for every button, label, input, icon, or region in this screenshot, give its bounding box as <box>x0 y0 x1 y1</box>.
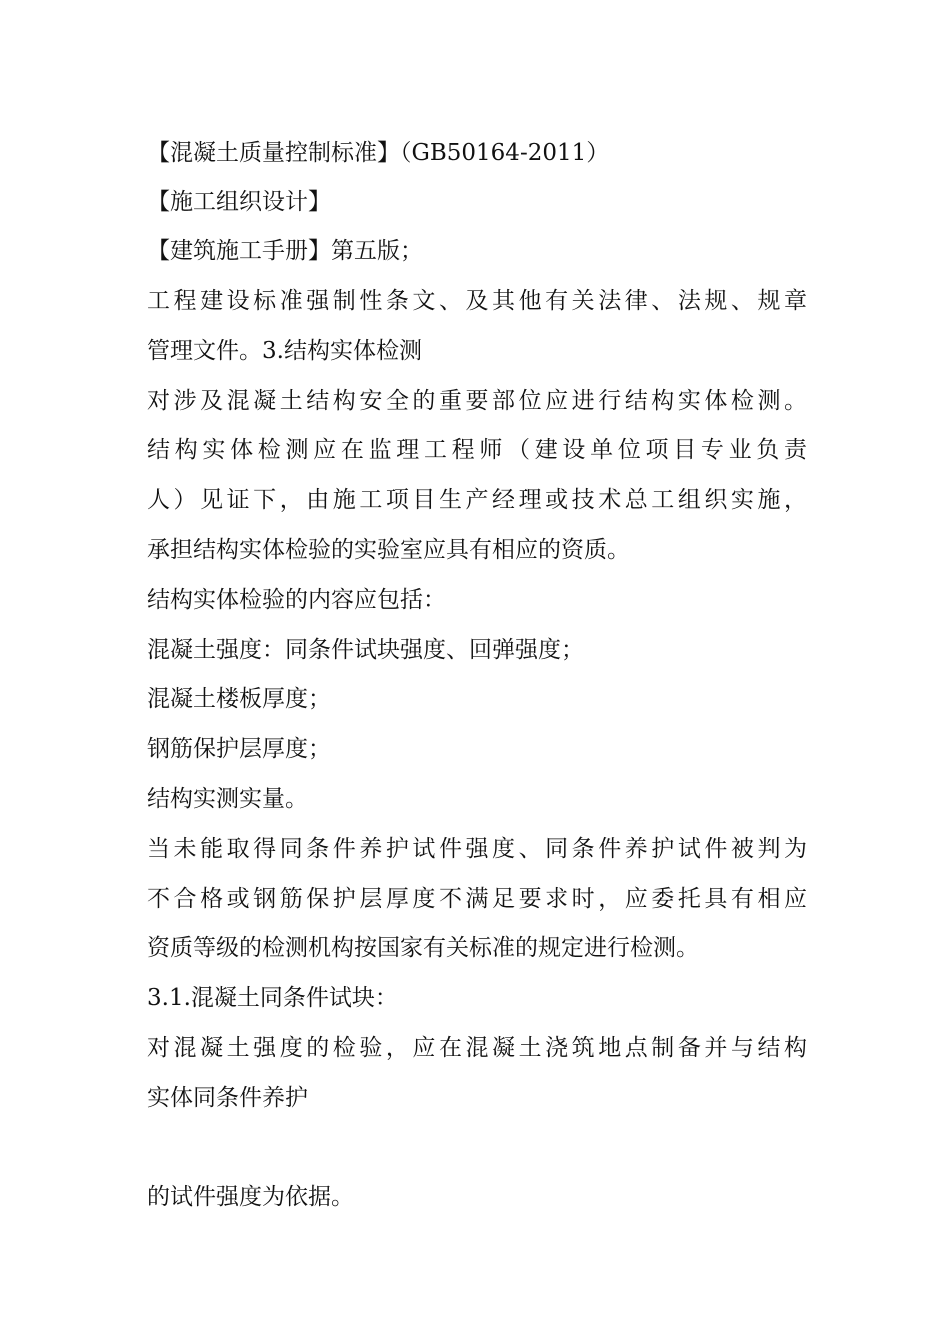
doc-line-paragraph: 对混凝土强度的检验，应在混凝土浇筑地点制备并与结构 <box>147 1035 807 1061</box>
doc-line-paragraph: 结构实体检测应在监理工程师（建设单位项目专业负责 <box>147 437 807 463</box>
doc-line-paragraph: 实体同条件养护 <box>147 1085 308 1111</box>
doc-line-list-item: 结构实测实量。 <box>147 786 308 812</box>
doc-line-standards: 工程建设标准强制性条文、及其他有关法律、法规、规章 <box>147 288 807 314</box>
doc-line-paragraph: 对涉及混凝土结构安全的重要部位应进行结构实体检测。 <box>147 388 807 414</box>
doc-line-list-item: 钢筋保护层厚度； <box>147 736 331 762</box>
doc-line-paragraph: 承担结构实体检验的实验室应具有相应的资质。 <box>147 537 630 563</box>
doc-line-reference-handbook: 【建筑施工手册】第五版； <box>147 238 423 264</box>
doc-line-section-3-heading: 管理文件。3.结构实体检测 <box>147 338 422 364</box>
doc-line-paragraph: 资质等级的检测机构按国家有关标准的规定进行检测。 <box>147 935 699 961</box>
doc-line-list-item: 混凝土强度：同条件试块强度、回弹强度； <box>147 637 584 663</box>
doc-line-section-3-1-heading: 3.1.混凝土同条件试块： <box>147 985 398 1011</box>
doc-line-paragraph: 的试件强度为依据。 <box>147 1184 354 1210</box>
doc-line-paragraph: 人）见证下，由施工项目生产经理或技术总工组织实施， <box>147 487 807 513</box>
doc-line-list-item: 混凝土楼板厚度； <box>147 686 331 712</box>
doc-line-list-intro: 结构实体检验的内容应包括： <box>147 587 446 613</box>
doc-line-paragraph: 不合格或钢筋保护层厚度不满足要求时，应委托具有相应 <box>147 886 807 912</box>
doc-line-reference-construction-design: 【施工组织设计】 <box>147 189 331 215</box>
doc-line-paragraph: 当未能取得同条件养护试件强度、同条件养护试件被判为 <box>147 836 807 862</box>
doc-line-reference-gb50164: 【混凝土质量控制标准】（GB50164-2011） <box>147 140 610 166</box>
